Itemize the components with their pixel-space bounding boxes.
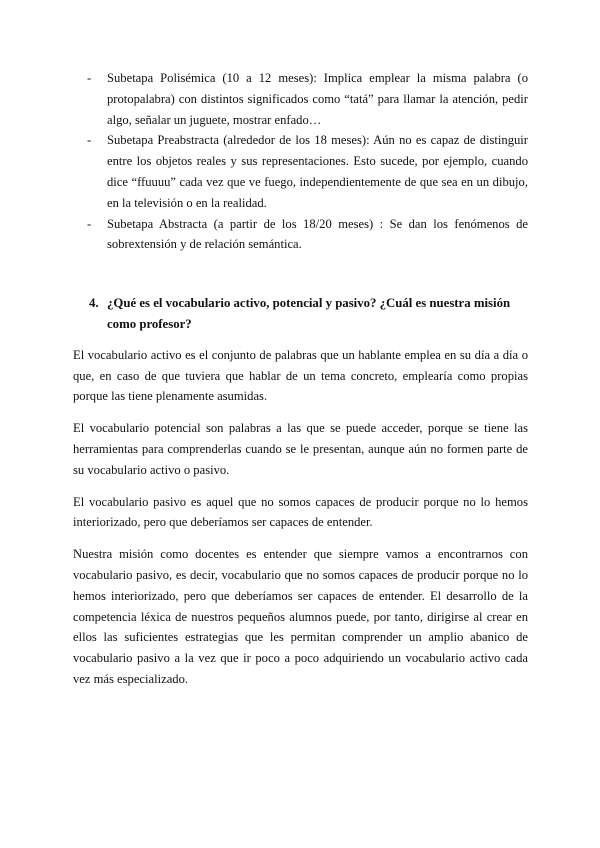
paragraph-vocabulario-activo: El vocabulario activo es el conjunto de palabras que un hablante emplea en su día a día o que, en caso de que tuviera que hablar de un tema concreto, emplearía como propias porque las tiene plenamente asumidas. xyxy=(73,347,528,404)
section-heading xyxy=(73,293,528,335)
list-item-abstracta xyxy=(73,214,528,256)
bullet-dash: - xyxy=(87,133,92,148)
paragraph-mision-docente: Nuestra misión como docentes es entender que siempre vamos a encontrarnos con vocabulario pasivo, es decir, vocabulario que no somos capaces de producir porque no lo hemos interiorizado, pero que deberíamos ser capaces de entender. El desarrollo de la competencia léxica de nuestros pequeños alumnos puede, por tanto, dirigirse al crear en ellos las suficientes estrategias que les permitan comprender un amplio abanico de vocabulario pasivo a la vez que ir poco a poco adquiriendo un vocabulario activo cada vez más especializado. xyxy=(73,547,528,686)
substage-list xyxy=(73,68,528,255)
bullet-dash: - xyxy=(87,71,92,85)
section-number: 4. xyxy=(89,296,99,311)
list-item-preabstracta xyxy=(73,130,528,213)
list-item-polisemica xyxy=(73,68,528,130)
bullet-dash: - xyxy=(87,216,92,231)
list-item-text: Subetapa Polisémica (10 a 12 meses): Implica emplear la misma palabra (o protopalabra) con distintos significados como “tatá” para llamar la atención, pedir algo, señalar un juguete, mostrar enfado… xyxy=(107,71,528,127)
list-item-text: Subetapa Abstracta (a partir de los 18/20 meses) : Se dan los fenómenos de sobrextensión y de relación semántica. xyxy=(107,216,528,252)
list-item-text: Subetapa Preabstracta (alrededor de los 18 meses): Aún no es capaz de distinguir entre los objetos reales y sus representaciones. Esto sucede, por ejemplo, cuando dice “ffuuuu” cada vez que ve fuego, independientemente de que sea en un dibujo, en la televisión o en la realidad. xyxy=(107,133,528,210)
section-title: ¿Qué es el vocabulario activo, potencial y pasivo? ¿Cuál es nuestra misión como profesor? xyxy=(107,296,511,331)
paragraph-vocabulario-potencial: El vocabulario potencial son palabras a las que se puede acceder, porque se tiene las herramientas para comprenderlas cuando se le presentan, aunque aún no formen parte de su vocabulario activo o pasivo. xyxy=(73,421,528,477)
document-body xyxy=(73,68,528,690)
paragraph-vocabulario-pasivo: El vocabulario pasivo es aquel que no somos capaces de producir porque no lo hemos interiorizado, pero que deberíamos ser capaces de entender. xyxy=(73,494,528,530)
